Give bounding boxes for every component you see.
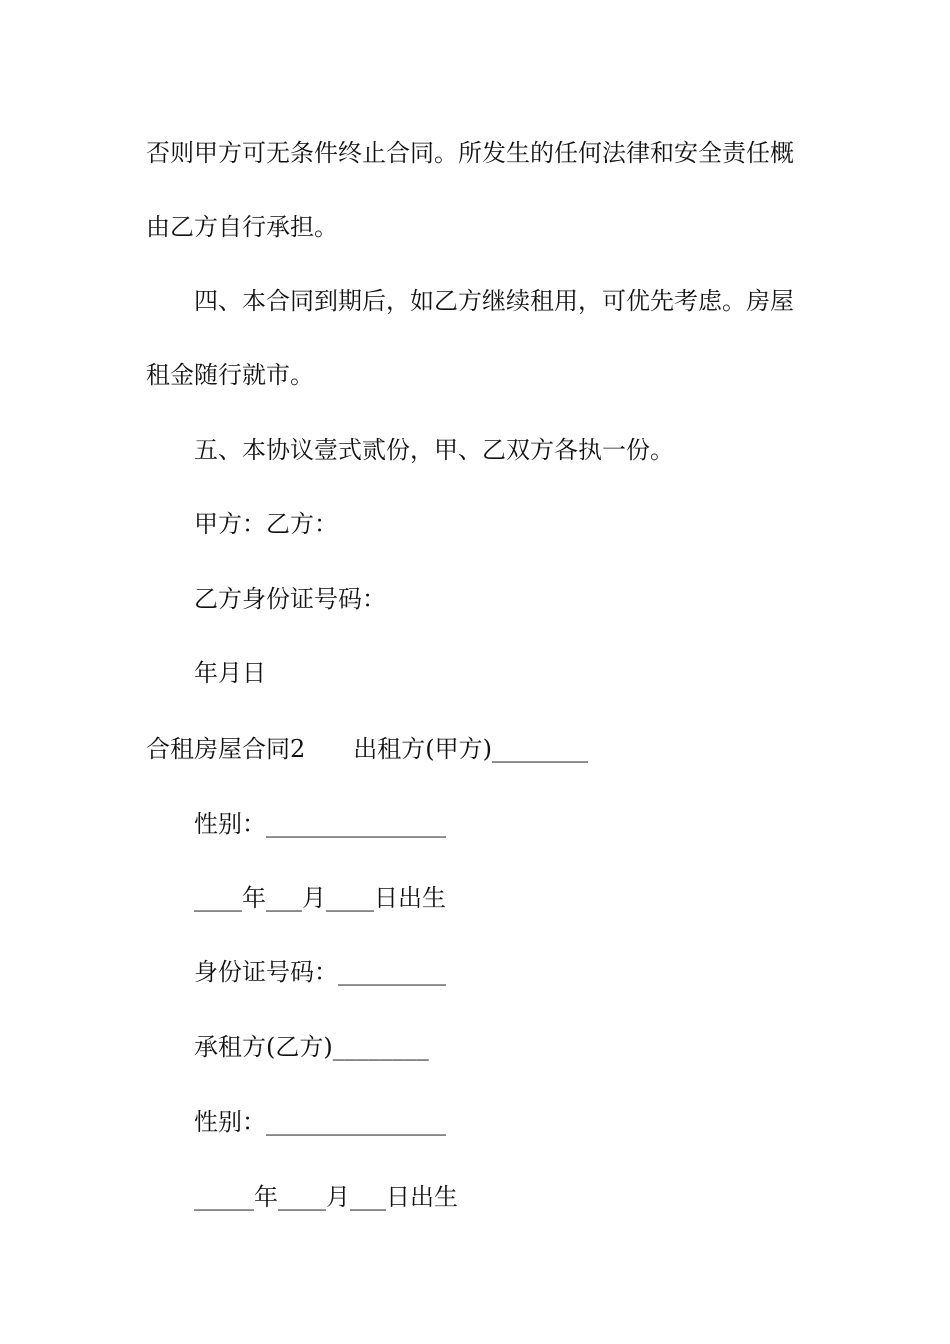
paragraph-line-2: 由乙方自行承担。 [146, 213, 338, 241]
contract-title-landlord: 合租房屋合同2 出租方(甲方)________ [146, 735, 588, 763]
tenant-label-field: 承租方(乙方)________ [194, 1033, 429, 1061]
clause-four-line-2: 租金随行就市。 [146, 361, 314, 389]
paragraph-line-1: 否则甲方可无条件终止合同。所发生的任何法律和安全责任概 [146, 139, 794, 167]
tenant-gender-field: 性别：_______________ [194, 1108, 446, 1136]
signature-parties: 甲方：乙方： [194, 510, 338, 538]
landlord-id-number-field: 身份证号码：_________ [194, 958, 446, 986]
signature-date: 年月日 [194, 659, 266, 687]
landlord-gender-field: 性别：_______________ [194, 810, 446, 838]
tenant-birthdate-field: _____年____月___日出生 [194, 1183, 458, 1211]
landlord-birthdate-field: ____年___月____日出生 [194, 884, 446, 912]
tenant-id-number-label: 乙方身份证号码： [194, 585, 386, 613]
clause-five: 五、本协议壹式贰份，甲、乙双方各执一份。 [194, 436, 674, 464]
clause-four-line-1: 四、本合同到期后，如乙方继续租用，可优先考虑。房屋 [194, 287, 794, 315]
